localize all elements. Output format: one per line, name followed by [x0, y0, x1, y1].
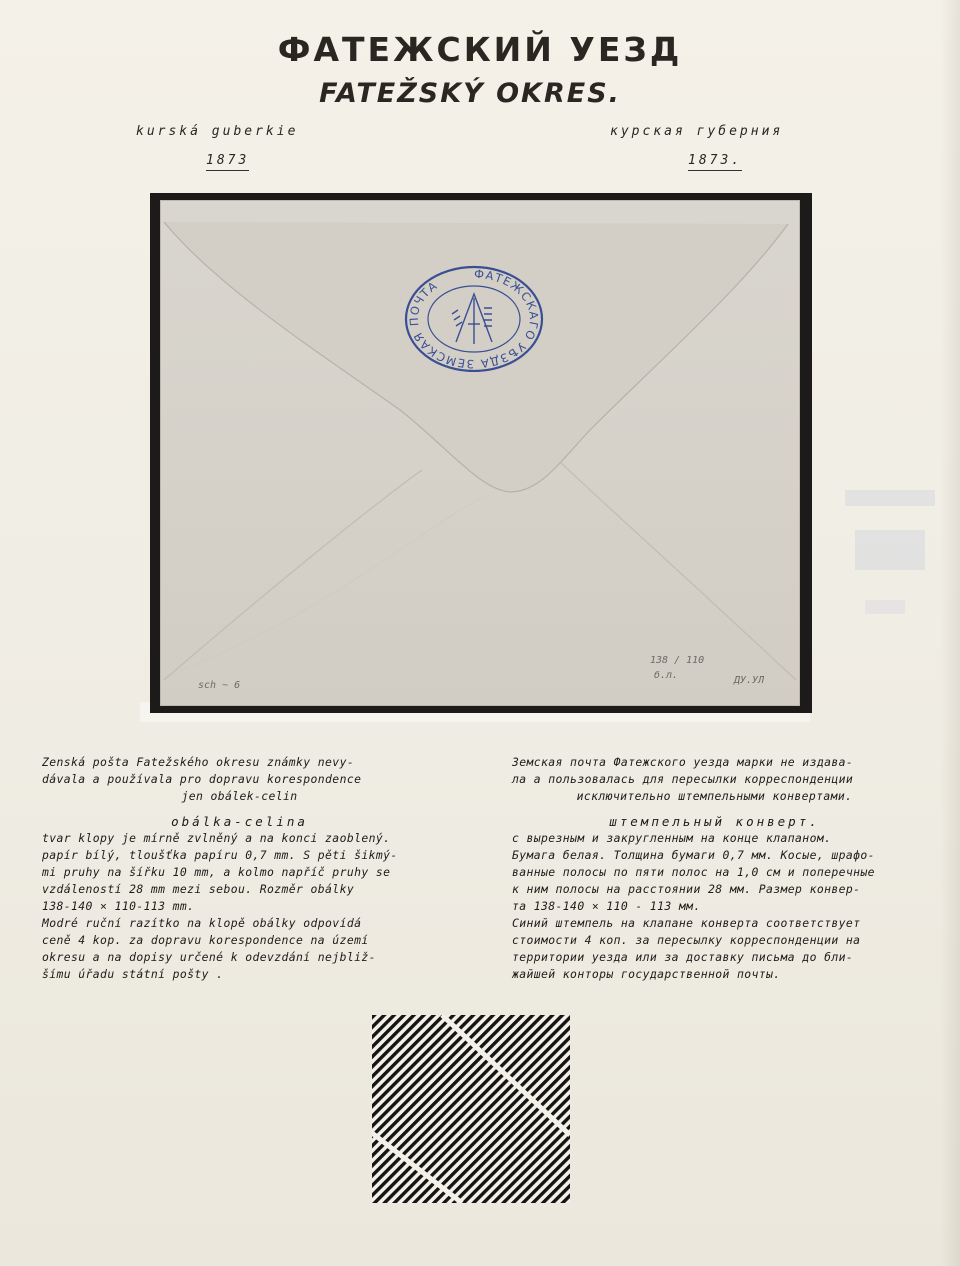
- ru-body-line: та 138-140 × 110 - 113 мм.: [512, 899, 701, 913]
- cz-body-line: okresu a na dopisy určené k odevzdání nejbliž-: [42, 950, 376, 964]
- ru-body-line: жайшей конторы государственной почты.: [512, 967, 781, 981]
- paper-stripe-sample: [372, 1015, 570, 1203]
- cz-intro-line: dávala a používala pro dopravu korespondence: [42, 772, 362, 786]
- ru-intro-line: ла а пользовалась для пересылки корреспонденции: [512, 772, 854, 786]
- year-right: 1873.: [688, 153, 742, 171]
- province-czech: kurská guberkie: [136, 124, 299, 139]
- year-left: 1873: [206, 153, 249, 171]
- pencil-size-note: 138 / 110: [650, 655, 705, 666]
- pencil-code-note: ДУ.УЛ: [734, 675, 765, 686]
- cz-body-line: vzdáleností 28 mm mezi sebou. Rozměr obálky: [42, 882, 355, 896]
- ru-body-line: Синий штемпель на клапане конверта соответствует: [512, 916, 861, 930]
- cz-body-line: mi pruhy na šířku 10 mm, a kolmo napříč pruhy se: [42, 865, 391, 879]
- ru-body-line: ванные полосы по пяти полос на 1,0 см и поперечные: [512, 865, 875, 879]
- ru-body-line: Бумага белая. Толщина бумаги 0,7 мм. Косые, шрафо-: [512, 848, 875, 862]
- cz-intro-line: jen obálek-celin: [181, 789, 298, 803]
- ru-heading: штемпельный конверт.: [609, 814, 820, 829]
- ru-intro-line: исключительно штемпельными конвертами.: [576, 789, 853, 803]
- cz-body-line: šímu úřadu státní pošty .: [42, 967, 224, 981]
- cz-intro-line: Zenská pošta Fatežského okresu známky nevy-: [42, 755, 355, 769]
- ru-body-line: стоимости 4 коп. за пересылку корреспонденции на: [512, 933, 861, 947]
- stamp-ring-text: ФАТЕЖСКАГО УѢЗДА ЗЕМСКАЯ ПОЧТА: [406, 266, 542, 372]
- description-czech: [42, 754, 437, 983]
- cz-body-line: papír bílý, tloušťka papíru 0,7 mm. S pěti šikmý-: [42, 848, 398, 862]
- cz-body-line: 138-140 × 110-113 mm.: [42, 899, 195, 913]
- cz-body-line: ceně 4 kop. za dopravu korespondence na území: [42, 933, 369, 947]
- province-russian: курская губерния: [610, 124, 784, 139]
- zemstvo-handstamp: [404, 264, 544, 372]
- title-czech: FATEŽSKÝ OKRES.: [319, 78, 621, 109]
- cz-body-line: tvar klopy je mírně zvlněný a na konci zaoblený.: [42, 831, 391, 845]
- ru-body-line: территории уезда или за доставку письма до бли-: [512, 950, 854, 964]
- reverse-page-ghost: [825, 470, 945, 650]
- pencil-note-left: sch ~ 6: [198, 680, 241, 691]
- description-russian: [512, 754, 917, 983]
- cz-body-line: Modré ruční razítko na klopě obálky odpovídá: [42, 916, 362, 930]
- title-russian: ФАТЕЖСКИЙ УЕЗД: [277, 30, 683, 69]
- pencil-paper-note: б.л.: [654, 670, 679, 681]
- ru-intro-line: Земская почта Фатежского уезда марки не издава-: [512, 755, 854, 769]
- ru-body-line: с вырезным и закругленным на конце клапаном.: [512, 831, 832, 845]
- cz-heading: obálka-celina: [171, 814, 308, 829]
- stamp-arms-icon: [452, 294, 492, 344]
- ru-body-line: к ним полосы на расстоянии 28 мм. Размер конвер-: [512, 882, 861, 896]
